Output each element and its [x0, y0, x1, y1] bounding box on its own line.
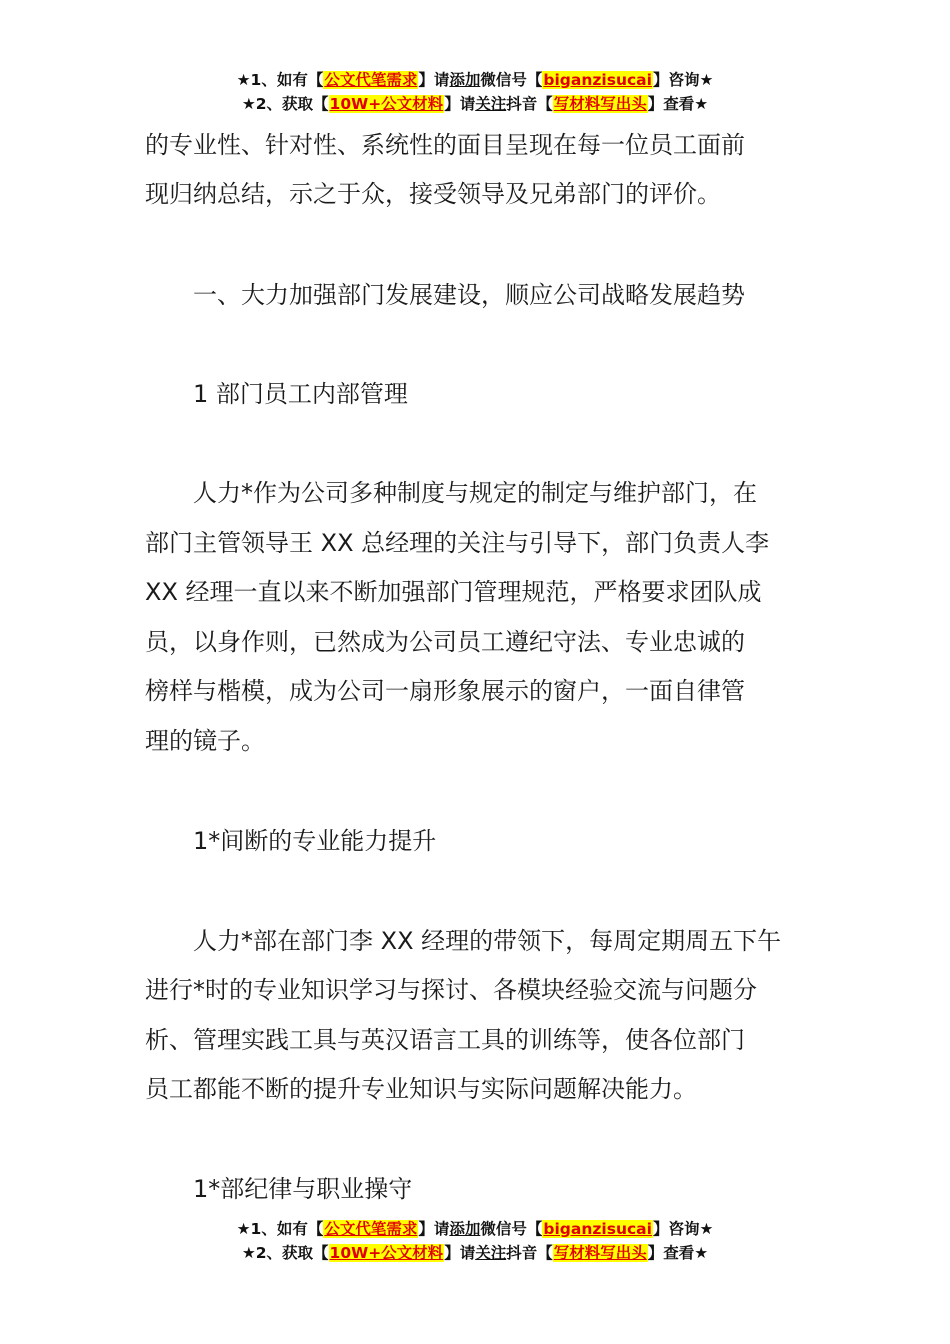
banner-text: 】请 — [444, 1244, 476, 1262]
highlight-service: 公文代笔需求 — [324, 71, 418, 89]
paragraph-line: 员，以身作则，已然成为公司员工遵纪守法、专业忠诚的 — [145, 628, 745, 656]
banner-text-underlined: 关注 — [475, 95, 507, 113]
banner-text: 】请 — [418, 1220, 450, 1238]
section-heading: 一、大力加强部门发展建设，顺应公司战略发展趋势 — [193, 281, 745, 309]
paragraph-line: 部门主管领导王 XX 总经理的关注与引导下，部门负责人李 — [145, 529, 770, 557]
banner-text: ★1、如有【 — [236, 71, 324, 89]
header-banner — [0, 68, 950, 116]
paragraph-line: 的专业性、针对性、系统性的面目呈现在每一位员工面前 — [145, 131, 745, 159]
banner-text: 】请 — [418, 71, 450, 89]
banner-text: 微信号【 — [480, 71, 543, 89]
subsection-heading: 1*间断的专业能力提升 — [193, 827, 437, 855]
subsection-heading: 1 部门员工内部管理 — [193, 380, 408, 408]
paragraph-line: 榜样与楷模，成为公司一扇形象展示的窗户，一面自律管 — [145, 677, 745, 705]
banner-text: 】查看★ — [647, 1244, 709, 1262]
paragraph-line: 析、管理实践工具与英汉语言工具的训练等，使各位部门 — [145, 1026, 745, 1054]
banner-text: 】查看★ — [647, 95, 709, 113]
paragraph-line: 人力*作为公司多种制度与规定的制定与维护部门，在 — [193, 479, 757, 507]
highlight-materials: 10W+公文材料 — [329, 1244, 444, 1262]
highlight-douyin-id: 写材料写出头 — [553, 95, 647, 113]
banner-line-1 — [0, 68, 950, 92]
subsection-heading: 1*部纪律与职业操守 — [193, 1175, 413, 1203]
banner-line-2 — [0, 1241, 950, 1265]
paragraph-line: 现归纳总结，示之于众，接受领导及兄弟部门的评价。 — [145, 180, 721, 208]
footer-banner — [0, 1217, 950, 1265]
highlight-wechat-id: biganzisucai — [543, 1220, 652, 1238]
highlight-douyin-id: 写材料写出头 — [553, 1244, 647, 1262]
highlight-service: 公文代笔需求 — [324, 1220, 418, 1238]
banner-text: 】咨询★ — [652, 71, 714, 89]
paragraph-line: 理的镜子。 — [145, 727, 265, 755]
banner-line-1 — [0, 1217, 950, 1241]
paragraph-line: 进行*时的专业知识学习与探讨、各模块经验交流与问题分 — [145, 976, 757, 1004]
banner-text: ★1、如有【 — [236, 1220, 324, 1238]
banner-text: 微信号【 — [480, 1220, 543, 1238]
paragraph-line: 员工都能不断的提升专业知识与实际问题解决能力。 — [145, 1075, 697, 1103]
highlight-wechat-id: biganzisucai — [543, 71, 652, 89]
banner-text-underlined: 添加 — [449, 1220, 481, 1238]
banner-text-underlined: 关注 — [475, 1244, 507, 1262]
banner-text-underlined: 添加 — [449, 71, 481, 89]
paragraph-line: XX 经理一直以来不断加强部门管理规范，严格要求团队成 — [145, 578, 762, 606]
banner-text: ★2、获取【 — [241, 1244, 329, 1262]
banner-text: 】咨询★ — [652, 1220, 714, 1238]
banner-line-2 — [0, 92, 950, 116]
banner-text: ★2、获取【 — [241, 95, 329, 113]
banner-text: 抖音【 — [506, 1244, 553, 1262]
highlight-materials: 10W+公文材料 — [329, 95, 444, 113]
banner-text: 抖音【 — [506, 95, 553, 113]
banner-text: 】请 — [444, 95, 476, 113]
paragraph-line: 人力*部在部门李 XX 经理的带领下，每周定期周五下午 — [193, 927, 782, 955]
